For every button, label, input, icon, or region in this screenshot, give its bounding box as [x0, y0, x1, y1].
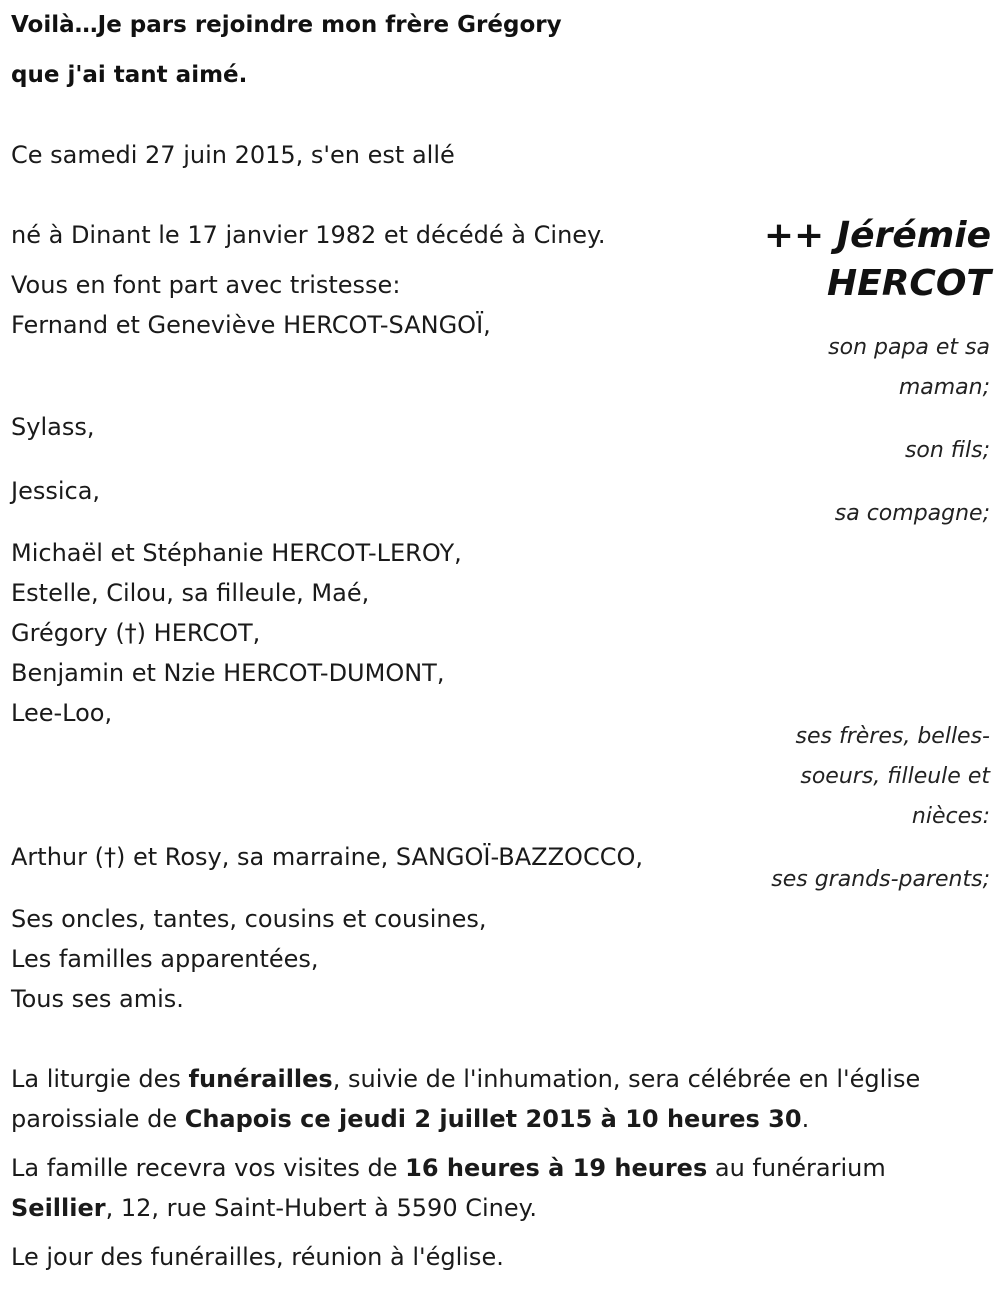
- son-relation: son fils;: [904, 438, 990, 463]
- visit-hours: 16 heures à 19 heures: [405, 1154, 708, 1182]
- sibling-line: Grégory (†) HERCOT,: [11, 619, 261, 647]
- visit-paragraph-line-2: Seillier, 12, rue Saint-Hubert à 5590 Ciney.: [11, 1194, 538, 1222]
- siblings-relation: nièces:: [911, 804, 990, 829]
- funeral-paragraph-line-1: La liturgie des funérailles, suivie de l'inhumation, sera célébrée en l'église: [11, 1065, 921, 1093]
- funeral-date: Chapois ce jeudi 2 juillet 2015 à 10 heures 30: [184, 1105, 802, 1133]
- sibling-line: Benjamin et Nzie HERCOT-DUMONT,: [11, 659, 445, 687]
- visit-paragraph-line-1: La famille recevra vos visites de 16 heures à 19 heures au funérarium: [11, 1154, 886, 1182]
- part-intro: Vous en font part avec tristesse:: [11, 271, 401, 299]
- announce-text: Ce samedi 27 juin 2015, s'en est allé: [11, 141, 455, 169]
- parents-text: Fernand et Geneviève HERCOT-SANGOÏ,: [11, 311, 491, 339]
- others-line: Tous ses amis.: [11, 985, 184, 1013]
- sibling-line: Lee-Loo,: [11, 699, 113, 727]
- sibling-line: Estelle, Cilou, sa filleule, Maé,: [11, 579, 370, 607]
- siblings-relation: ses frères, belles-: [795, 724, 990, 749]
- partner-text: Jessica,: [11, 477, 101, 505]
- intro-line-2: que j'ai tant aimé.: [11, 62, 248, 88]
- birth-text: né à Dinant le 17 janvier 1982 et décédé à Ciney.: [11, 221, 606, 249]
- meeting-text: Le jour des funérailles, réunion à l'église.: [11, 1243, 504, 1271]
- funerarium-name: Seillier: [11, 1194, 106, 1222]
- parents-relation-1: son papa et sa: [828, 335, 990, 360]
- grandparents-text: Arthur (†) et Rosy, sa marraine, SANGOÏ-BAZZOCCO,: [11, 843, 643, 871]
- intro-line-1: Voilà…Je pars rejoindre mon frère Grégory: [11, 12, 562, 38]
- siblings-relation: soeurs, filleule et: [800, 764, 990, 789]
- deceased-name-line-1: ++ Jérémie: [763, 215, 991, 256]
- son-text: Sylass,: [11, 413, 95, 441]
- grandparents-relation: ses grands-parents;: [771, 867, 990, 892]
- funeral-emphasis: funérailles: [188, 1065, 333, 1093]
- funeral-paragraph-line-2: paroissiale de Chapois ce jeudi 2 juillet 2015 à 10 heures 30.: [11, 1105, 810, 1133]
- parents-relation-2: maman;: [898, 375, 990, 400]
- partner-relation: sa compagne;: [834, 501, 990, 526]
- others-line: Ses oncles, tantes, cousins et cousines,: [11, 905, 487, 933]
- deceased-name-line-2: HERCOT: [826, 263, 991, 304]
- others-line: Les familles apparentées,: [11, 945, 319, 973]
- sibling-line: Michaël et Stéphanie HERCOT-LEROY,: [11, 539, 462, 567]
